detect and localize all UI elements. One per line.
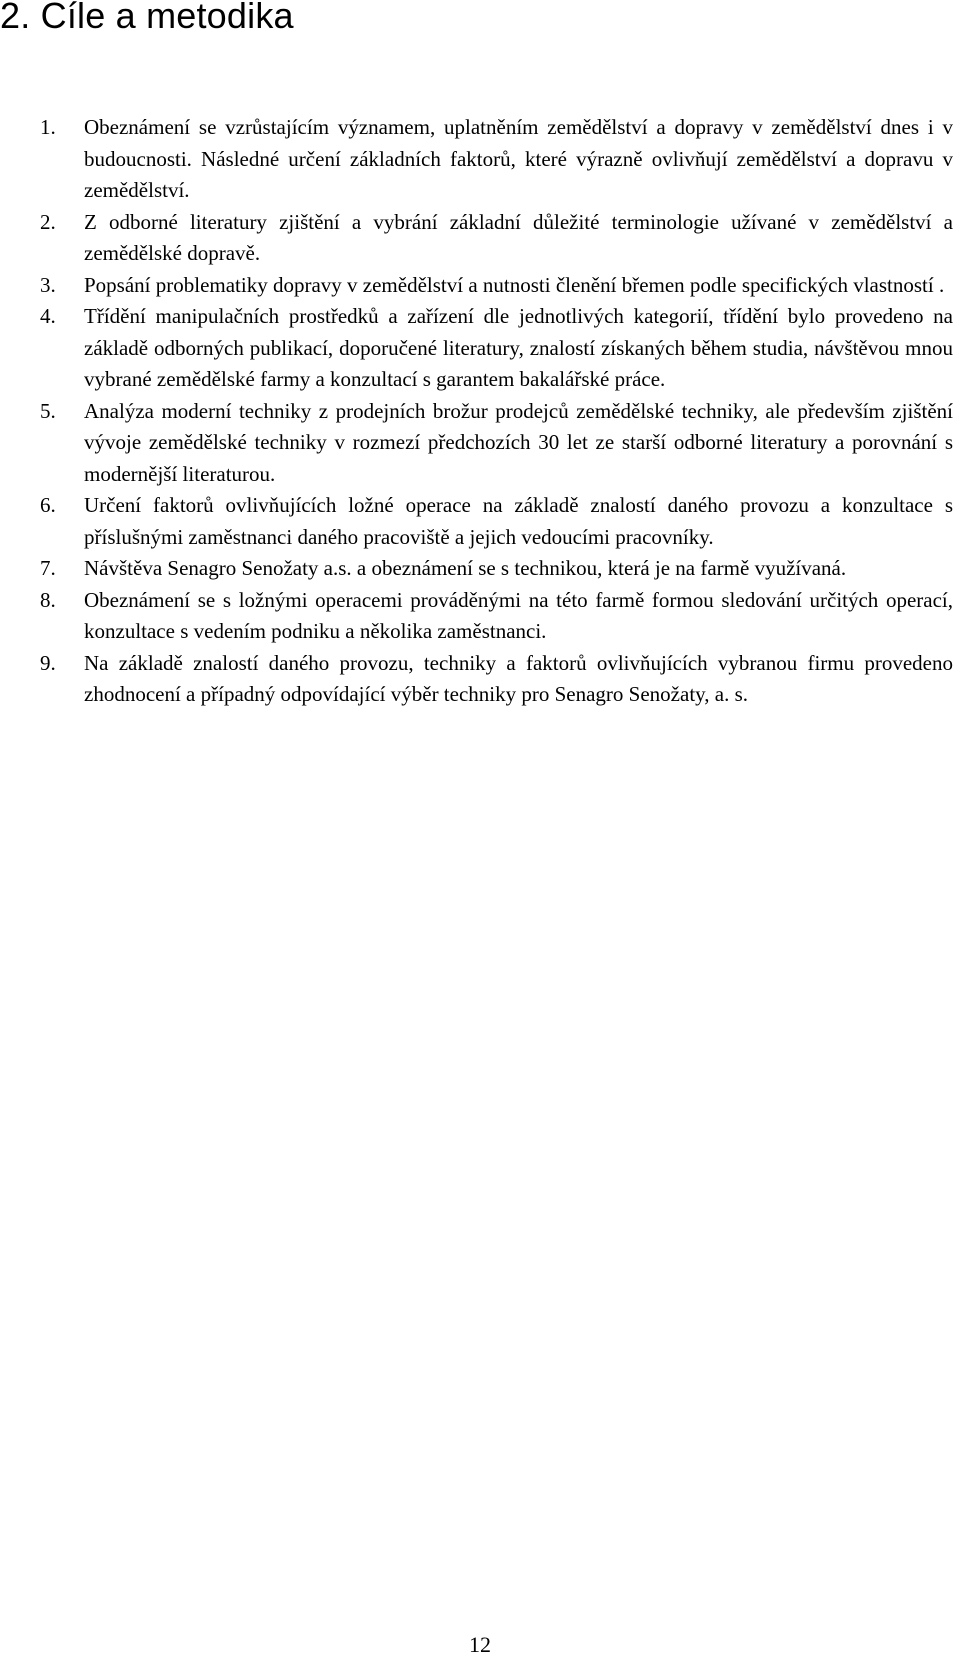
item-text: Popsání problematiky dopravy v zemědělství a nutnosti členění břemen podle specifických vlastností . [84,272,945,297]
list-item [40,553,953,585]
item-number: 1. [40,115,56,139]
item-number: 8. [40,587,56,612]
item-number: 9. [40,650,56,675]
item-text: Třídění manipulačních prostředků a zařízení dle jednotlivých kategorií, třídění bylo provedeno na základě odborných publikací, doporučené literatury, znalostí získaných během studia, návštěvou mnou vybrané zemědělské farmy a konzultací s garantem bakalářské práce. [84,304,953,391]
item-text: Určení faktorů ovlivňujících ložné operace na základě znalostí daného provozu a konzultace s příslušnými zaměstnanci daného pracoviště a jejich vedoucími pracovníky. [84,493,953,549]
item-number: 5. [40,398,56,423]
section-heading: 2. Cíle a metodika [0,0,294,36]
list-item [40,585,953,648]
item-text: Z odborné literatury zjištění a vybrání základní důležité terminologie užívané v zemědělství a zemědělské dopravě. [84,209,953,265]
list-item [40,112,953,207]
page-number: 12 [469,1632,491,1657]
list-item [40,648,953,711]
item-text: Analýza moderní techniky z prodejních brožur prodejců zemědělské techniky, ale především zjištění vývoje zemědělské techniky v rozmezí předchozích 30 let ze starší odborné literatury a porovnání s modernější literaturou. [84,398,953,486]
item-number: 4. [40,304,56,328]
item-text: Návštěva Senagro Senožaty a.s. a obeznámení se s technikou, která je na farmě využívaná. [84,556,847,580]
item-text: Obeznámení se s ložnými operacemi prováděnými na této farmě formou sledování určitých operací, konzultace s vedením podniku a několika zaměstnanci. [84,587,953,643]
objectives-list [40,112,953,711]
item-number: 7. [40,556,56,580]
list-item [40,396,953,491]
item-number: 6. [40,493,56,517]
item-number: 3. [40,272,56,297]
list-item [40,490,953,553]
item-text: Obeznámení se vzrůstajícím významem, uplatněním zemědělství a dopravy v zemědělství dnes i v budoucnosti. Následné určení základních faktorů, které výrazně ovlivňují zemědělství a dopravu v zemědělství. [84,115,953,202]
list-item [40,207,953,270]
list-item [40,301,953,396]
list-item [40,270,953,302]
item-text: Na základě znalostí daného provozu, techniky a faktorů ovlivňujících vybranou firmu provedeno zhodnocení a případný odpovídající výběr techniky pro Senagro Senožaty, a. s. [84,650,953,706]
item-number: 2. [40,209,56,234]
